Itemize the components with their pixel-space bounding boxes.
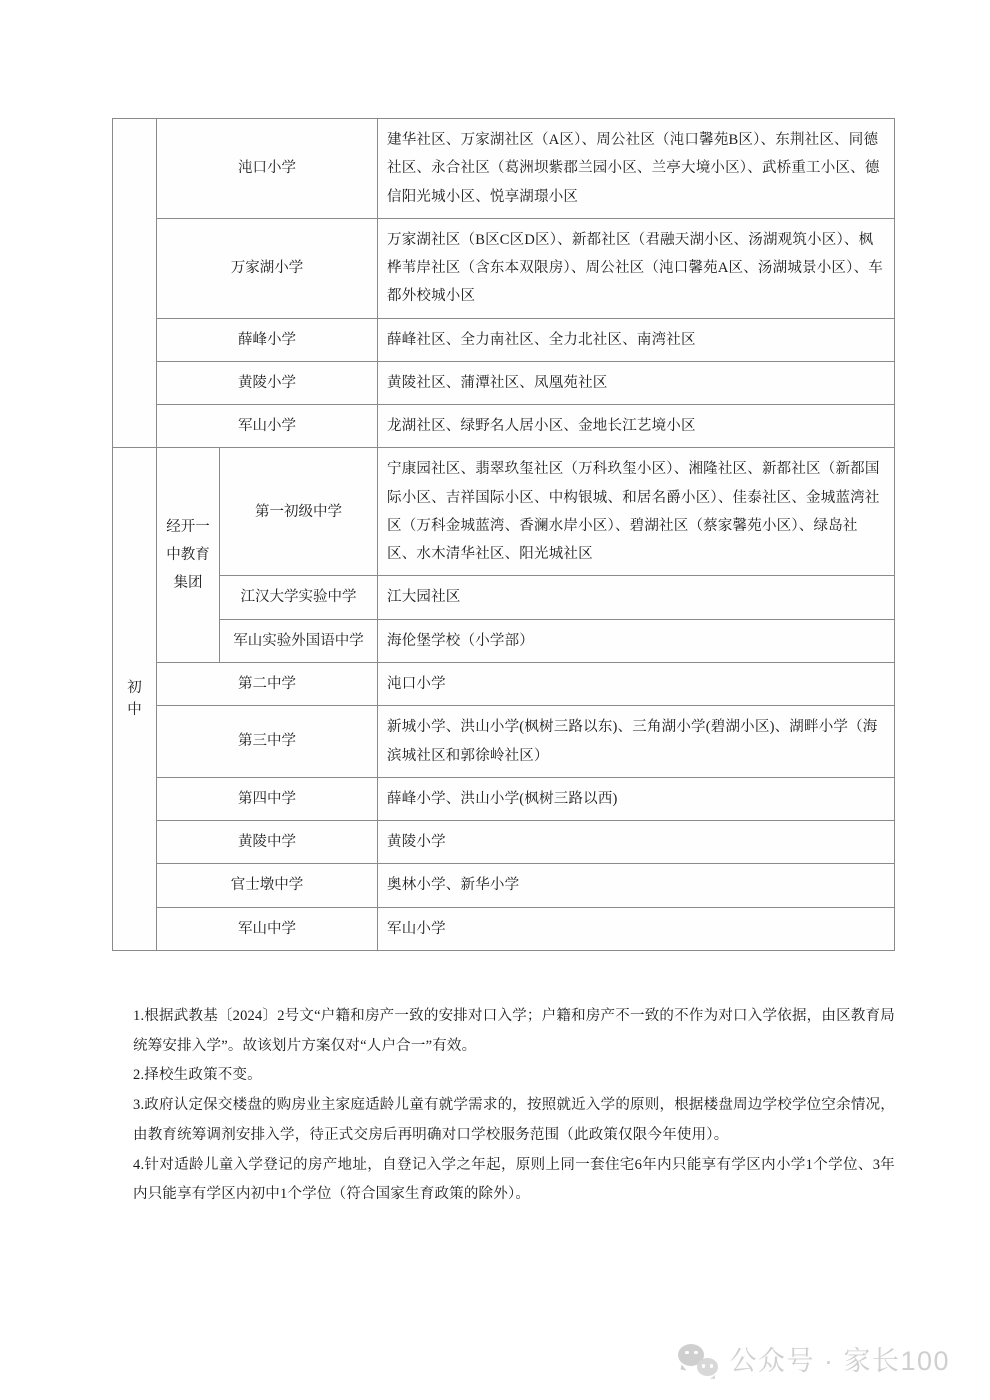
education-group-cell (157, 448, 220, 663)
wechat-bubble-small (697, 1358, 718, 1376)
note-item: 3.政府认定保交楼盘的购房业主家庭适龄儿童有就学需求的，按照就近入学的原则，根据楼盘周边学校学位空余情况，由教育统筹调剂安排入学，待正式交房后再明确对口学校服务范围（此政策仅限今年使用）。 (133, 1097, 895, 1143)
wechat-icon (678, 1342, 718, 1376)
stage-cell-junior-high (113, 448, 157, 950)
service-area-cell: 黄陵小学 (378, 821, 895, 864)
school-name-cell: 第四中学 (157, 777, 378, 820)
table-row (113, 448, 895, 576)
school-name-cell: 万家湖小学 (157, 218, 378, 318)
table-row (113, 821, 895, 864)
service-area-cell: 薛峰社区、全力南社区、全力北社区、南湾社区 (378, 318, 895, 361)
school-zoning-table (112, 118, 895, 951)
service-area-cell: 新城小学、洪山小学(枫树三路以东)、三角湖小学(碧湖小区)、湖畔小学（海滨城社区和郭徐岭社区） (378, 706, 895, 778)
table-body (113, 119, 895, 951)
note-item: 1.根据武教基〔2024〕2号文“户籍和房产一致的安排对口入学；户籍和房产不一致的不作为对口入学依据，由区教育局统筹安排入学”。故该划片方案仅对“人户合一”有效。 (133, 1008, 895, 1054)
service-area-cell: 沌口小学 (378, 662, 895, 705)
stage-label-char: 初 (127, 679, 142, 696)
service-area-cell: 龙湖社区、绿野名人居小区、金地长江艺境小区 (378, 405, 895, 448)
service-area-cell: 奥林小学、新华小学 (378, 864, 895, 907)
school-name-cell: 军山实验外国语中学 (220, 619, 378, 662)
service-area-cell: 建华社区、万家湖社区（A区）、周公社区（沌口馨苑B区）、东荆社区、同德社区、永合社区（葛洲坝紫郡兰园小区、兰亭大境小区）、武桥重工小区、德信阳光城小区、悦享湖璟小区 (378, 119, 895, 219)
service-area-cell: 海伦堡学校（小学部） (378, 619, 895, 662)
school-name-cell: 黄陵小学 (157, 361, 378, 404)
school-name-cell: 军山中学 (157, 907, 378, 950)
school-name-cell: 江汉大学实验中学 (220, 576, 378, 619)
service-area-cell: 宁康园社区、翡翠玖玺社区（万科玖玺小区）、湘隆社区、新都社区（新都国际小区、吉祥国际小区、中构银城、和居名爵小区）、佳泰社区、金城蓝湾社区（万科金城蓝湾、香澜水岸小区）、碧湖社区（蔡家馨苑小区）、绿岛社区、水木清华社区、阳光城社区 (378, 448, 895, 576)
school-name-cell: 第二中学 (157, 662, 378, 705)
notes-section (133, 1002, 895, 1210)
school-name-cell: 第一初级中学 (220, 448, 378, 576)
school-name-cell: 沌口小学 (157, 119, 378, 219)
school-name-cell: 军山小学 (157, 405, 378, 448)
education-group-label-line: 经开一 (166, 518, 210, 535)
education-group-label-line: 中教育 (166, 547, 210, 564)
table-row (113, 405, 895, 448)
school-name-cell: 薛峰小学 (157, 318, 378, 361)
service-area-cell: 军山小学 (378, 907, 895, 950)
table-row (113, 777, 895, 820)
stage-label-vertical (122, 677, 147, 722)
table-row (113, 662, 895, 705)
stage-label-char: 中 (127, 702, 142, 719)
table-row (113, 576, 895, 619)
school-name-cell: 第三中学 (157, 706, 378, 778)
watermark (678, 1339, 950, 1378)
zoning-table-container (112, 118, 894, 951)
watermark-text: 公众号 · 家长100 (729, 1346, 950, 1376)
wechat-dot (685, 1351, 688, 1354)
education-group-label-line: 集团 (173, 575, 203, 592)
service-area-cell: 黄陵社区、蒲潭社区、凤凰苑社区 (378, 361, 895, 404)
stage-cell-primary (113, 119, 157, 448)
table-row (113, 218, 895, 318)
table-row (113, 318, 895, 361)
note-item: 2.择校生政策不变。 (133, 1067, 262, 1084)
wechat-dot (694, 1351, 697, 1354)
service-area-cell: 万家湖社区（B区C区D区）、新都社区（君融天湖小区、汤湖观筑小区）、枫桦苇岸社区（含东本双限房）、周公社区（沌口馨苑A区、汤湖城景小区）、车都外校城小区 (378, 218, 895, 318)
table-row (113, 119, 895, 219)
school-name-cell: 黄陵中学 (157, 821, 378, 864)
service-area-cell: 江大园社区 (378, 576, 895, 619)
table-row (113, 907, 895, 950)
table-row (113, 361, 895, 404)
table-row (113, 619, 895, 662)
table-row (113, 864, 895, 907)
service-area-cell: 薛峰小学、洪山小学(枫树三路以西) (378, 777, 895, 820)
table-row (113, 706, 895, 778)
school-name-cell: 官士墩中学 (157, 864, 378, 907)
note-item: 4.针对适龄儿童入学登记的房产地址，自登记入学之年起，原则上同一套住宅6年内只能享有学区内小学1个学位、3年内只能享有学区内初中1个学位（符合国家生育政策的除外）。 (133, 1156, 895, 1203)
